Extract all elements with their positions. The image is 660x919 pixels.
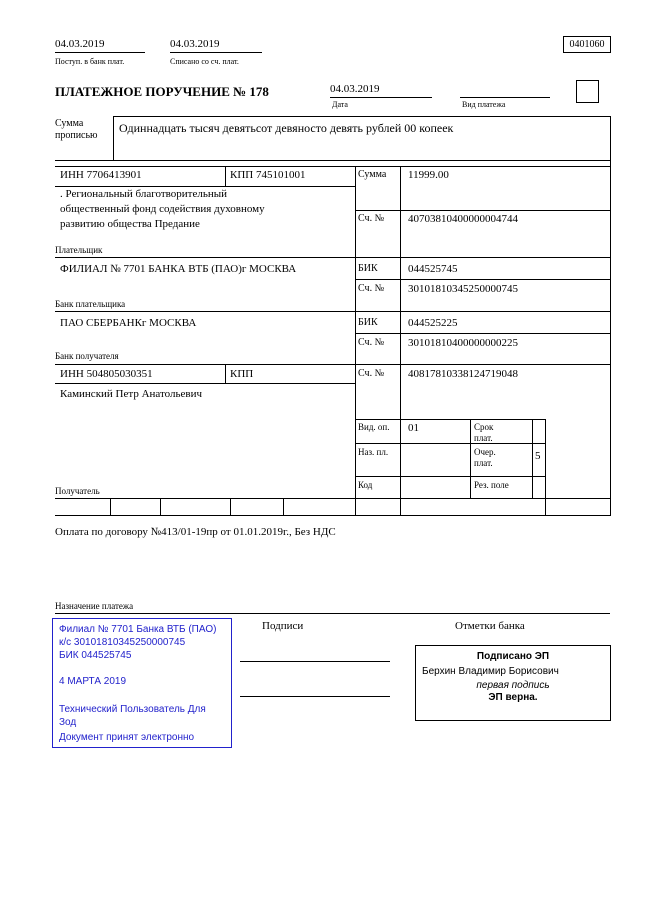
grid-line	[113, 116, 114, 161]
bank-marks-caption: Отметки банка	[455, 620, 525, 632]
payer-account: 40703810400000004744	[408, 213, 518, 225]
doc-date: 04.03.2019	[330, 83, 432, 98]
stamp-bank-name: Филиал № 7701 Банка ВТБ (ПАО)	[59, 624, 217, 635]
grid-line	[400, 166, 401, 498]
code-label: Код	[358, 480, 373, 490]
grid-line	[160, 498, 161, 515]
payee-account: 40817810338124719048	[408, 368, 518, 380]
grid-line	[610, 116, 611, 516]
esign-title: Подписано ЭП	[476, 651, 550, 662]
grid-line	[230, 498, 231, 515]
grid-line	[225, 166, 226, 186]
grid-line	[55, 160, 610, 161]
payee-bank-account: 30101810400000000225	[408, 337, 518, 349]
payer-bank-account: 30101810345250000745	[408, 283, 518, 295]
stamp-accepted-note: Документ принят электронно	[59, 732, 195, 743]
stamp-user-line2: Зод	[59, 717, 77, 728]
payee-bank-caption: Банк получателя	[55, 351, 119, 361]
grid-line	[545, 498, 546, 515]
payment-purpose: Оплата по договору №413/01-19пр от 01.01.2019г., Без НДС	[55, 526, 336, 538]
op-type-value: 01	[408, 422, 419, 434]
payer-bank-name: ФИЛИАЛ № 7701 БАНКА ВТБ (ПАО)г МОСКВА	[60, 263, 297, 275]
payee-caption: Получатель	[55, 486, 100, 496]
signature-line	[240, 696, 390, 697]
grid-line	[470, 419, 471, 498]
grid-line	[55, 515, 610, 516]
priority-label: Очер. плат.	[474, 447, 496, 468]
payer-name-line1: . Региональный благотворительный	[60, 188, 227, 200]
op-type-label: Вид. оп.	[358, 422, 390, 432]
grid-line	[355, 210, 610, 211]
stamp-bik: БИК 044525745	[59, 650, 132, 661]
received-date-label: Поступ. в банк плат.	[55, 57, 125, 66]
stamp-corr-account: к/с 30101810345250000745	[59, 637, 186, 648]
payment-type-line	[460, 97, 550, 98]
grid-line	[355, 166, 356, 498]
esign-role: первая подпись	[476, 680, 550, 691]
signature-line	[240, 661, 390, 662]
grid-line	[355, 476, 545, 477]
debited-date-label: Списано со сч. плат.	[170, 57, 239, 66]
grid-line	[110, 498, 111, 515]
stamp-user-line1: Технический Пользователь Для	[59, 704, 206, 715]
grid-line	[55, 364, 610, 365]
payer-name-line2: общественный фонд содействия духовному	[60, 203, 265, 215]
grid-line	[283, 498, 284, 515]
payee-bank-account-label: Сч. №	[358, 337, 385, 348]
payer-kpp: КПП 745101001	[230, 169, 306, 181]
grid-line	[55, 613, 610, 614]
grid-line	[113, 116, 610, 117]
payee-inn: ИНН 504805030351	[60, 368, 153, 380]
payment-type-label: Вид платежа	[462, 100, 506, 109]
grid-line	[355, 419, 545, 420]
purpose-code-label: Наз. пл.	[358, 447, 389, 457]
payer-bank-account-label: Сч. №	[358, 283, 385, 294]
grid-line	[532, 419, 533, 498]
grid-line	[355, 279, 610, 280]
payee-bank-bik: 044525225	[408, 317, 458, 329]
amount-words-label-2: прописью	[55, 130, 98, 141]
received-date: 04.03.2019	[55, 38, 145, 53]
amount-words-label-1: Сумма	[55, 118, 84, 129]
reserve-field-label: Рез. поле	[474, 480, 509, 490]
esign-verified: ЭП верна.	[488, 692, 538, 703]
payer-bank-bik: 044525745	[408, 263, 458, 275]
grid-line	[400, 498, 401, 515]
payment-purpose-caption: Назначение платежа	[55, 601, 134, 611]
grid-line	[225, 364, 226, 383]
payment-type-box	[576, 80, 599, 103]
esign-signer: Берхин Владимир Борисович	[422, 666, 559, 677]
doc-title: ПЛАТЕЖНОЕ ПОРУЧЕНИЕ № 178	[55, 84, 269, 99]
payer-inn: ИНН 7706413901	[60, 169, 142, 181]
payee-bank-bik-label: БИК	[358, 317, 378, 328]
esign-stamp	[415, 645, 611, 721]
grid-line	[55, 311, 610, 312]
payer-caption: Плательщик	[55, 245, 103, 255]
priority-value: 5	[535, 450, 541, 462]
payee-name: Каминский Петр Анатольевич	[60, 388, 203, 400]
grid-line	[55, 383, 355, 384]
payee-kpp-label: КПП	[230, 368, 254, 380]
grid-line	[545, 419, 546, 498]
payer-name-line3: развитию общества Предание	[60, 218, 200, 230]
doc-date-label: Дата	[332, 100, 348, 109]
amount-in-words: Одиннадцать тысяч девятьсот девяносто девять рублей 00 копеек	[119, 121, 454, 135]
grid-line	[55, 257, 610, 258]
grid-line	[355, 443, 545, 444]
debited-date: 04.03.2019	[170, 38, 262, 53]
payee-bank-name: ПАО СБЕРБАНКг МОСКВА	[60, 317, 197, 329]
payer-bank-bik-label: БИК	[358, 263, 378, 274]
signatures-caption: Подписи	[262, 620, 304, 632]
payee-account-label: Сч. №	[358, 368, 385, 379]
pay-term-label: Срок плат.	[474, 422, 494, 443]
grid-line	[55, 186, 355, 187]
payer-account-label: Сч. №	[358, 213, 385, 224]
form-code-box: 0401060	[563, 36, 611, 53]
grid-line	[55, 498, 610, 499]
grid-line	[55, 166, 610, 167]
grid-line	[355, 498, 356, 515]
stamp-date: 4 МАРТА 2019	[59, 676, 127, 687]
sum-value: 11999.00	[408, 169, 449, 181]
payer-bank-caption: Банк плательщика	[55, 299, 126, 309]
grid-line	[355, 333, 610, 334]
sum-label: Сумма	[358, 169, 387, 180]
bank-blue-stamp	[52, 618, 232, 748]
